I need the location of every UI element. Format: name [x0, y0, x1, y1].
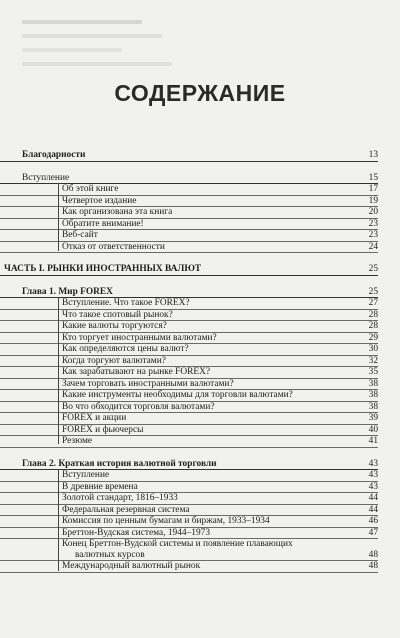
toc-entry-row — [0, 344, 378, 356]
toc-page-number: 38 — [368, 390, 378, 400]
toc-entry-title: Об этой книге — [62, 184, 119, 194]
toc-entry-row — [0, 550, 378, 562]
toc-entry-title: Глава 1. Мир FOREX — [22, 286, 113, 297]
toc-entry-row — [0, 425, 378, 437]
toc-heading-row — [0, 173, 378, 185]
toc-entry-row — [0, 528, 378, 540]
toc-heading-row — [0, 287, 378, 299]
toc-entry-title: Кто торгует иностранными валютами? — [62, 332, 217, 343]
toc-page-number: 15 — [368, 172, 378, 183]
toc-entry-title: Комиссия по ценным бумагам и биржам, 1933–1934 — [62, 516, 270, 526]
toc-section-ch2 — [0, 459, 378, 573]
toc-entry-title: валютных курсов — [75, 549, 145, 560]
toc-page-number: 43 — [368, 481, 378, 492]
toc-page-number: 29 — [368, 332, 378, 343]
toc-section-gap — [0, 162, 378, 173]
toc-page-number: 43 — [368, 458, 378, 469]
toc-section-gap — [0, 276, 378, 287]
toc-section-part1 — [0, 264, 378, 276]
toc-entry-title: Как организована эта книга — [62, 207, 173, 217]
page-title: СОДЕРЖАНИЕ — [114, 80, 286, 106]
toc-entry-title: В древние времена — [62, 481, 138, 492]
toc-page-number: 23 — [368, 230, 378, 240]
toc-page-number: 30 — [368, 344, 378, 354]
toc-page-number: 23 — [368, 218, 378, 229]
toc-entry-title: Бреттон-Вудская система, 1944–1973 — [62, 527, 211, 538]
toc-entry-title: Благодарности — [22, 150, 86, 160]
toc-entry-title: ЧАСТЬ I. РЫНКИ ИНОСТРАННЫХ ВАЛЮТ — [4, 264, 201, 274]
toc-entry-row — [0, 310, 378, 322]
toc-entry-title: Вступление. Что такое FOREX? — [62, 298, 190, 308]
toc-indent-rule — [58, 469, 59, 571]
toc-entry-title: Золотой стандарт, 1816–1933 — [62, 493, 178, 503]
toc-entry-title: Какие валюты торгуются? — [62, 321, 167, 331]
bleed-through-line-2 — [22, 34, 162, 38]
toc-heading-row — [0, 459, 378, 471]
toc-entry-row — [0, 196, 378, 208]
toc-entry-title: Резюме — [62, 436, 93, 446]
toc-entry-title: Вступление — [62, 470, 110, 480]
toc-entry-row — [0, 505, 378, 517]
toc-entry-title: Вступление — [22, 172, 70, 183]
toc-entry-row — [0, 539, 378, 550]
toc-section-intro — [0, 150, 378, 162]
toc-page-number: 39 — [368, 413, 378, 423]
toc-page-number: 25 — [368, 264, 378, 274]
toc-entry-row — [0, 402, 378, 414]
toc-entry-row — [0, 413, 378, 425]
toc-entry-title: Как зарабатывают на рынке FOREX? — [62, 367, 211, 377]
toc-entry-title: Четвертое издание — [62, 195, 137, 206]
toc-page-number: 41 — [368, 436, 378, 446]
toc-entry-title: Обратите внимание! — [62, 218, 144, 229]
toc-page-number: 13 — [368, 150, 378, 160]
toc-page-number: 40 — [368, 424, 378, 435]
toc-page-number: 32 — [368, 355, 378, 366]
toc-entry-title: FOREX и фьючерсы — [62, 424, 144, 435]
toc-entry-row — [0, 516, 378, 528]
toc-entry-row — [0, 184, 378, 196]
toc-entry-row — [0, 379, 378, 391]
toc-page-number: 44 — [368, 504, 378, 515]
toc-entry-title: Зачем торговать иностранными валютами? — [62, 378, 234, 389]
toc-entry-row — [0, 436, 378, 448]
toc-page-number: 28 — [368, 321, 378, 331]
toc-section-vstuplenie — [0, 173, 378, 254]
bleed-through-line-3 — [22, 48, 122, 52]
toc-entry-row — [0, 356, 378, 368]
toc-section-gap — [0, 253, 378, 264]
toc-page-number: 38 — [368, 378, 378, 389]
toc-entry-title: Во что обходится торговля валютами? — [62, 401, 215, 412]
toc-section-ch1 — [0, 287, 378, 448]
toc-entry-row — [0, 390, 378, 402]
toc-entry-row — [0, 561, 378, 573]
bleed-through-line-1 — [22, 20, 142, 24]
toc-entry-row — [0, 321, 378, 333]
table-of-contents — [0, 150, 378, 573]
toc-entry-row — [0, 298, 378, 310]
toc-section-gap — [0, 448, 378, 459]
toc-page-number: 17 — [368, 184, 378, 194]
toc-page-number: 48 — [368, 561, 378, 571]
toc-page-number: 47 — [368, 527, 378, 538]
toc-page-number: 38 — [368, 401, 378, 412]
toc-page-number: 28 — [368, 309, 378, 320]
toc-entry-title: Глава 2. Краткая история валютной торговли — [22, 458, 217, 469]
toc-entry-title: Веб-сайт — [62, 230, 98, 240]
toc-page-number: 48 — [368, 549, 378, 560]
toc-entry-row — [0, 230, 378, 242]
toc-entry-title: FOREX и акции — [62, 413, 127, 423]
toc-indent-rule — [58, 297, 59, 444]
toc-page-number: 19 — [368, 195, 378, 206]
toc-entry-title: Федеральная резервная система — [62, 504, 190, 515]
toc-page-number: 25 — [368, 286, 378, 297]
toc-page-number: 27 — [368, 298, 378, 308]
bleed-through-line-4 — [22, 62, 172, 66]
toc-page-number: 35 — [368, 367, 378, 377]
toc-entry-title: Когда торгуют валютами? — [62, 355, 166, 366]
toc-heading-row — [0, 264, 378, 276]
toc-entry-title: Какие инструменты необходимы для торговли валютами? — [62, 390, 293, 400]
toc-page-number: 44 — [368, 493, 378, 503]
toc-entry-row — [0, 207, 378, 219]
toc-page-number: 24 — [368, 241, 378, 252]
toc-entry-title: Что такое спотовый рынок? — [62, 309, 173, 320]
toc-entry-row — [0, 242, 378, 254]
toc-entry-row — [0, 219, 378, 231]
toc-page-number: 43 — [368, 470, 378, 480]
toc-entry-title: Как определяются цены валют? — [62, 344, 189, 354]
toc-entry-row — [0, 367, 378, 379]
toc-entry-row — [0, 493, 378, 505]
toc-entry-title: Отказ от ответственности — [62, 241, 165, 252]
toc-heading-row — [0, 150, 378, 162]
toc-entry-title: Конец Бреттон-Вудской системы и появление плавающих — [62, 539, 293, 549]
toc-page-number: 46 — [368, 516, 378, 526]
toc-page-number: 20 — [368, 207, 378, 217]
toc-entry-title: Международный валютный рынок — [62, 561, 201, 571]
toc-indent-rule — [58, 183, 59, 251]
toc-entry-row — [0, 482, 378, 494]
toc-entry-row — [0, 470, 378, 482]
toc-entry-row — [0, 333, 378, 345]
